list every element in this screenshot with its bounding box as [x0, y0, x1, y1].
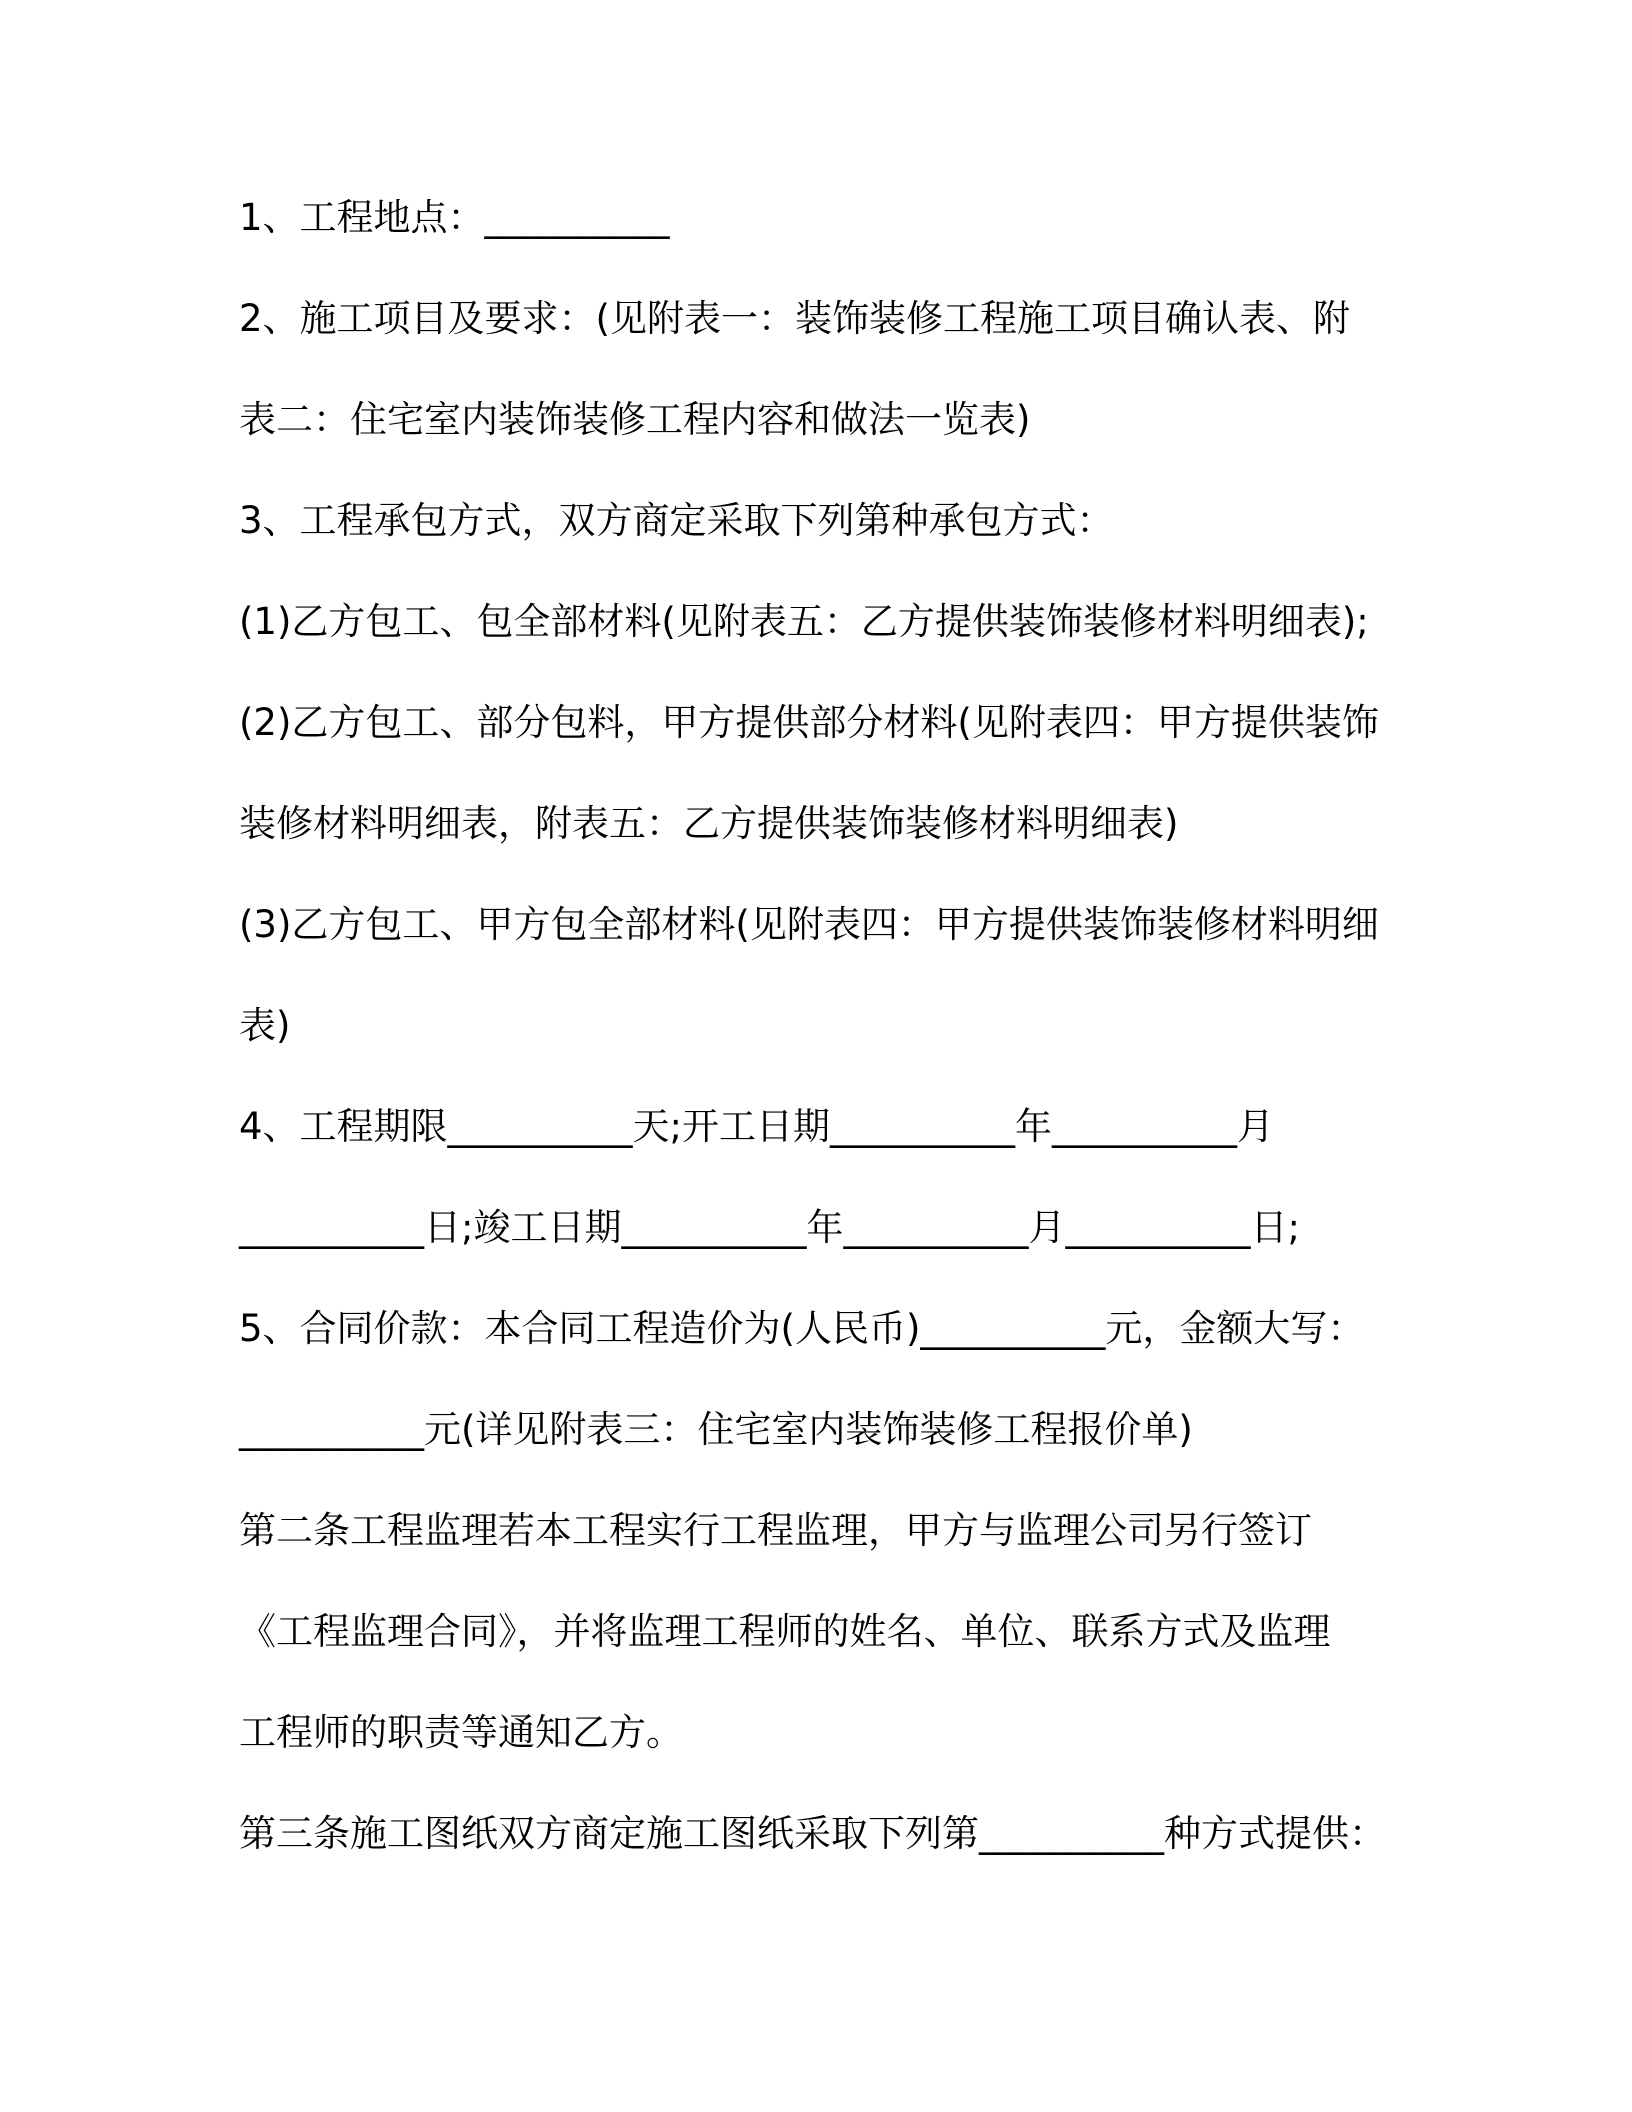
contract-option-2-continued: 装修材料明细表，附表五：乙方提供装饰装修材料明细表) [239, 802, 1179, 845]
clause-1-project-location: 1、工程地点：__________ [239, 196, 670, 239]
article-2-continued-2: 工程师的职责等通知乙方。 [239, 1711, 683, 1754]
article-3-drawings: 第三条施工图纸双方商定施工图纸采取下列第__________种方式提供： [239, 1812, 1386, 1855]
document-body [239, 188, 1399, 1905]
clause-4-schedule: 4、工程期限__________天;开工日期__________年__________月 [239, 1105, 1275, 1148]
clause-3-contract-method: 3、工程承包方式，双方商定采取下列第种承包方式： [239, 499, 1114, 542]
article-2-supervision: 第二条工程监理若本工程实行工程监理，甲方与监理公司另行签订 [239, 1509, 1312, 1552]
contract-option-1: (1)乙方包工、包全部材料(见附表五：乙方提供装饰装修材料明细表); [239, 600, 1369, 643]
clause-4-continued: __________日;竣工日期__________年__________月__________日; [239, 1206, 1300, 1249]
clause-5-continued: __________元(详见附表三：住宅室内装饰装修工程报价单) [239, 1408, 1193, 1451]
clause-2-continued: 表二：住宅室内装饰装修工程内容和做法一览表) [239, 398, 1031, 441]
clause-5-contract-price: 5、合同价款：本合同工程造价为(人民币)__________元，金额大写： [239, 1307, 1365, 1350]
article-2-continued: 《工程监理合同》，并将监理工程师的姓名、单位、联系方式及监理 [239, 1610, 1331, 1653]
contract-option-3: (3)乙方包工、甲方包全部材料(见附表四：甲方提供装饰装修材料明细 [239, 903, 1379, 946]
contract-option-3-continued: 表) [239, 1004, 291, 1047]
contract-option-2: (2)乙方包工、部分包料，甲方提供部分材料(见附表四：甲方提供装饰 [239, 701, 1379, 744]
clause-2-construction-items: 2、施工项目及要求：(见附表一：装饰装修工程施工项目确认表、附 [239, 297, 1350, 340]
